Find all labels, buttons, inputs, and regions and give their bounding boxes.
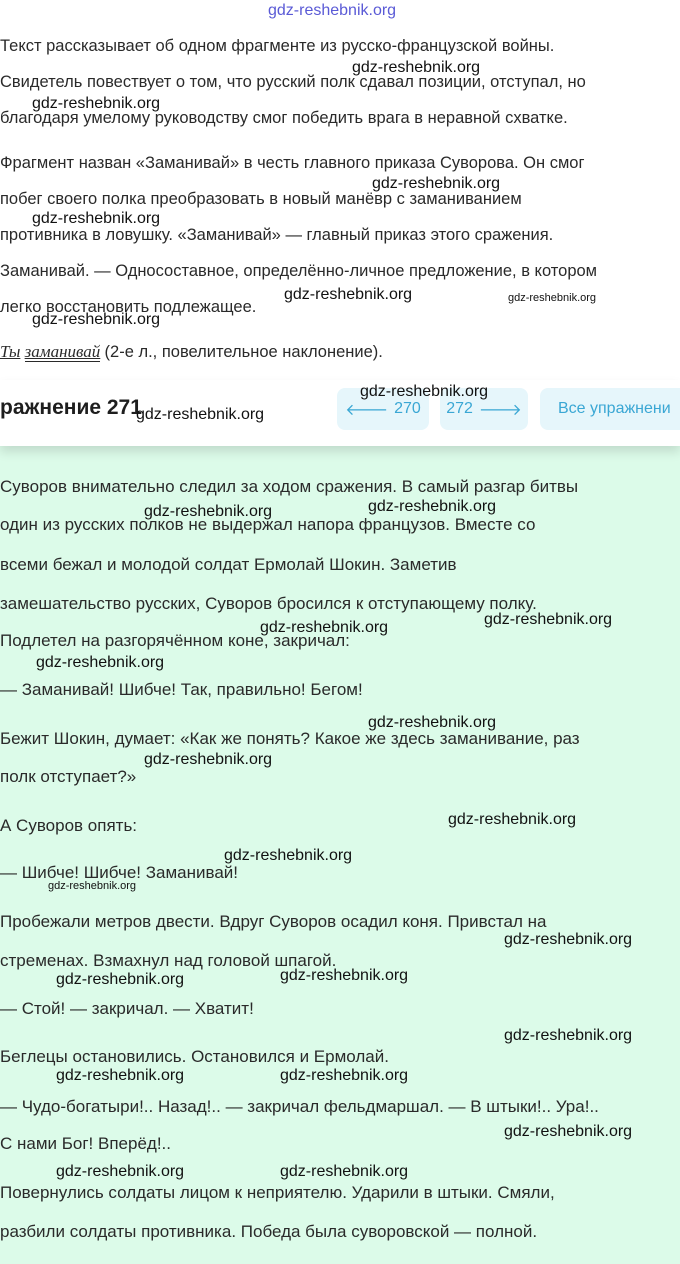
answer-line: Свидетель повествует о том, что русский полк сдавал позиции, отступал, но (0, 73, 586, 91)
watermark: gdz-reshebnik.org (56, 1163, 185, 1180)
text-line: — Шибче! Шибче! Заманивай! (0, 863, 238, 882)
answer-line: легко восстановить подлежащее. (0, 298, 257, 316)
watermark: gdz-reshebnik.org (32, 210, 161, 227)
watermark: gdz-reshebnik.org (280, 1163, 409, 1180)
sentence-parse-example (0, 342, 383, 362)
answer-line: побег своего полка преобразовать в новый манёвр с заманиванием (0, 190, 522, 208)
text-line: стременах. Взмахнул над головой шпагой. (0, 951, 337, 970)
watermark: gdz-reshebnik.org (448, 811, 577, 828)
text-line: один из русских полков не выдержал напора французов. Вместе со (0, 515, 536, 534)
text-line: полк отступает?» (0, 767, 137, 786)
parse-note: (2-е л., повелительное наклонение). (104, 343, 383, 361)
watermark: gdz-reshebnik.org (360, 383, 489, 400)
watermark: gdz-reshebnik.org (504, 1123, 633, 1140)
watermark: gdz-reshebnik.org (508, 292, 597, 304)
text-line: Бежит Шокин, думает: «Как же понять? Какое же здесь заманивание, раз (0, 729, 580, 748)
text-line: Подлетел на разгорячённом коне, закричал: (0, 631, 350, 650)
watermark: gdz-reshebnik.org (136, 406, 265, 423)
watermark: gdz-reshebnik.org (504, 931, 633, 948)
watermark: gdz-reshebnik.org (144, 751, 273, 768)
all-exercises-button[interactable] (540, 388, 680, 430)
predicate-word: заманивай (24, 342, 101, 361)
watermark: gdz-reshebnik.org (56, 1067, 185, 1084)
watermark: gdz-reshebnik.org (144, 503, 273, 520)
answer-line: Заманивай. — Односоставное, определённо-личное предложение, в котором (0, 262, 598, 280)
text-line: С нами Бог! Вперёд!.. (0, 1134, 172, 1153)
answer-line: благодаря умелому руководству смог победить врага в неравной схватке. (0, 109, 568, 127)
watermark: gdz-reshebnik.org (484, 611, 613, 628)
watermark: gdz-reshebnik.org (32, 311, 161, 328)
arrow-right-icon: 🡒 (478, 401, 522, 419)
watermark: gdz-reshebnik.org (284, 286, 413, 303)
text-line: всеми бежал и молодой солдат Ермолай Шокин. Заметив (0, 555, 457, 574)
next-exercise-label: 272 (446, 400, 473, 417)
text-line: Суворов внимательно следил за ходом сражения. В самый разгар битвы (0, 477, 579, 496)
watermark: gdz-reshebnik.org (224, 847, 353, 864)
watermark: gdz-reshebnik.org (352, 59, 481, 76)
watermark: gdz-reshebnik.org (260, 619, 389, 636)
text-line: разбили солдаты противника. Победа была суворовской — полной. (0, 1222, 538, 1241)
text-line: — Стой! — закричал. — Хватит! (0, 999, 254, 1018)
text-line: Пробежали метров двести. Вдруг Суворов осадил коня. Привстал на (0, 912, 547, 931)
answer-line: противника в ловушку. «Заманивай» — главный приказ этого сражения. (0, 226, 554, 244)
exercise-title: ражнение 271 (0, 396, 142, 419)
watermark: gdz-reshebnik.org (372, 175, 501, 192)
watermark: gdz-reshebnik.org (32, 95, 161, 112)
text-line: — Чудо-богатыри!.. Назад!.. — закричал фельдмаршал. — В штыки!.. Ура!.. (0, 1097, 599, 1116)
exercise-nav-bar (0, 380, 680, 446)
watermark: gdz-reshebnik.org (36, 654, 165, 671)
text-line: Беглецы остановились. Остановился и Ермолай. (0, 1047, 389, 1066)
prev-exercise-label: 270 (394, 400, 421, 417)
answer-line: Текст рассказывает об одном фрагменте из русско-французской войны. (0, 37, 555, 55)
watermark: gdz-reshebnik.org (504, 1027, 633, 1044)
watermark: gdz-reshebnik.org (368, 714, 497, 731)
watermark: gdz-reshebnik.org (280, 967, 409, 984)
watermark: gdz-reshebnik.org (280, 1067, 409, 1084)
subject-word: Ты (0, 342, 21, 361)
watermark: gdz-reshebnik.org (48, 880, 137, 892)
watermark: gdz-reshebnik.org (368, 498, 497, 515)
text-line: Повернулись солдаты лицом к неприятелю. Ударили в штыки. Смяли, (0, 1183, 555, 1202)
all-exercises-label: Все упражнени (558, 400, 671, 417)
text-line: замешательство русских, Суворов бросился к отступающему полку. (0, 594, 537, 613)
site-watermark-top: gdz-reshebnik.org (268, 2, 397, 19)
arrow-left-icon: 🡐 (345, 401, 389, 419)
answer-line: Фрагмент назван «Заманивай» в честь главного приказа Суворова. Он смог (0, 154, 585, 172)
watermark: gdz-reshebnik.org (56, 971, 185, 988)
text-line: А Суворов опять: (0, 816, 138, 835)
text-line: — Заманивай! Шибче! Так, правильно! Бегом! (0, 680, 363, 699)
